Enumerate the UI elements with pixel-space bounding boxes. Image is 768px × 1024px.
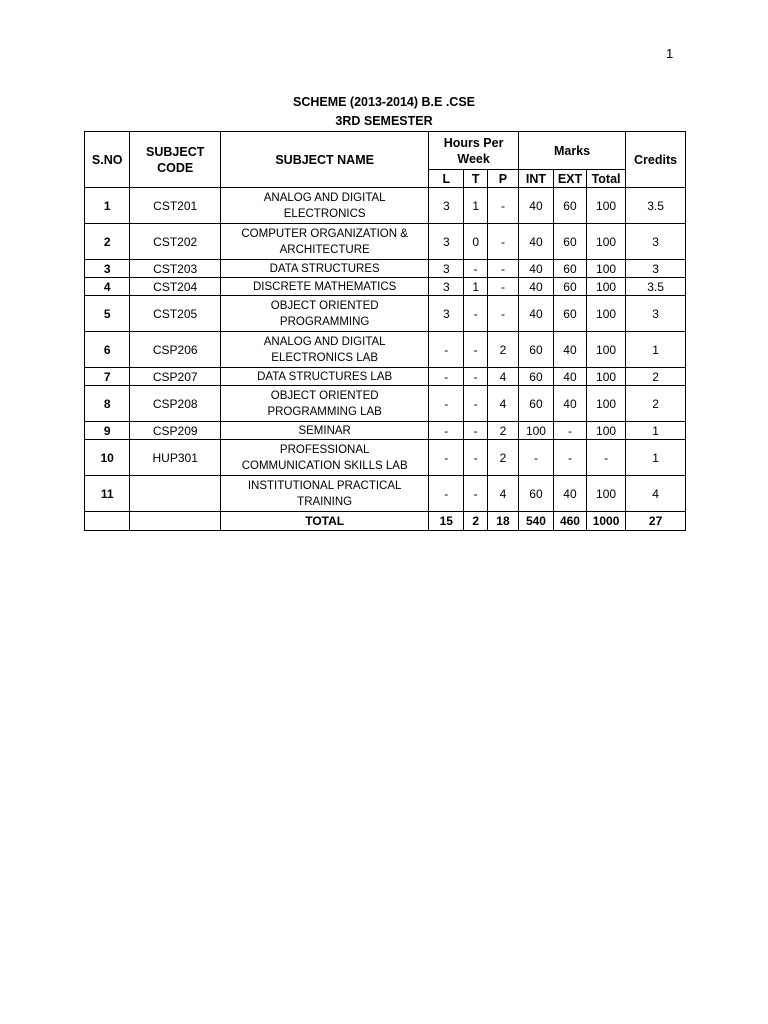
document-title: SCHEME (2013-2014) B.E .CSE: [292, 95, 475, 109]
total-sno-cell: [85, 512, 130, 531]
total-marks-cell: 100: [586, 368, 625, 386]
external-marks-cell: 40: [553, 332, 586, 368]
subject-name-line: SEMINAR: [298, 424, 351, 437]
total-marks-cell: 100: [586, 260, 625, 278]
credits-cell: 3.5: [626, 188, 686, 224]
practical-hours-cell: -: [488, 224, 519, 260]
subject-name-cell: [221, 332, 429, 368]
sno-cell: 1: [85, 188, 130, 224]
credits-cell: 1: [626, 422, 686, 440]
subject-code-cell: CSP208: [130, 386, 221, 422]
credits-cell: 3.5: [626, 278, 686, 296]
table-row: [85, 260, 686, 278]
header-l: L: [429, 170, 464, 188]
subject-name-line: ANALOG AND DIGITAL: [263, 335, 386, 348]
table-row: [85, 476, 686, 512]
internal-marks-cell: 40: [518, 296, 553, 332]
subject-name-line: TRAINING: [297, 495, 353, 508]
subject-name-line: PROFESSIONAL: [279, 443, 370, 456]
external-marks-cell: 40: [553, 476, 586, 512]
sno-cell: 9: [85, 422, 130, 440]
subject-name-cell: [221, 476, 429, 512]
total-marks-cell: 100: [586, 296, 625, 332]
subject-name-cell: [221, 278, 429, 296]
internal-marks-cell: 100: [518, 422, 553, 440]
tutorial-hours-cell: -: [464, 476, 488, 512]
subject-name-cell: [221, 188, 429, 224]
subject-name-line: COMPUTER ORGANIZATION &: [241, 227, 408, 240]
practical-hours-cell: 2: [488, 440, 519, 476]
subject-name-line: ANALOG AND DIGITAL: [263, 191, 386, 204]
sno-cell: 6: [85, 332, 130, 368]
header-p: P: [488, 170, 519, 188]
credits-cell: 2: [626, 386, 686, 422]
table-row: [85, 368, 686, 386]
sno-cell: 3: [85, 260, 130, 278]
table-row: [85, 422, 686, 440]
total-marks-cell: 100: [586, 332, 625, 368]
subject-code-cell: CSP209: [130, 422, 221, 440]
total-marks-cell: 100: [586, 278, 625, 296]
total-int: 540: [518, 512, 553, 531]
subject-code-cell: CSP207: [130, 368, 221, 386]
scheme-table: [84, 131, 686, 531]
external-marks-cell: 40: [553, 368, 586, 386]
table-row: [85, 224, 686, 260]
sno-cell: 4: [85, 278, 130, 296]
external-marks-cell: -: [553, 422, 586, 440]
lecture-hours-cell: -: [429, 440, 464, 476]
header-credits: Credits: [626, 132, 686, 188]
total-t: 2: [464, 512, 488, 531]
subject-name-line: DATA STRUCTURES: [269, 262, 380, 275]
lecture-hours-cell: -: [429, 422, 464, 440]
total-marks-cell: -: [586, 440, 625, 476]
total-marks-cell: 100: [586, 422, 625, 440]
subject-name-cell: [221, 224, 429, 260]
total-row: [85, 512, 686, 531]
subject-code-cell: CST202: [130, 224, 221, 260]
internal-marks-cell: 40: [518, 188, 553, 224]
subject-name-line: DISCRETE MATHEMATICS: [252, 280, 397, 293]
internal-marks-cell: 40: [518, 260, 553, 278]
internal-marks-cell: 60: [518, 332, 553, 368]
credits-cell: 3: [626, 260, 686, 278]
subject-code-cell: [130, 476, 221, 512]
credits-cell: 1: [626, 440, 686, 476]
header-hours-per-week: Hours Per Week: [429, 132, 519, 170]
header-total: Total: [586, 170, 625, 188]
lecture-hours-cell: -: [429, 332, 464, 368]
subject-code-cell: CST204: [130, 278, 221, 296]
subject-name-line: ELECTRONICS: [283, 207, 366, 220]
total-marks-cell: 100: [586, 386, 625, 422]
practical-hours-cell: -: [488, 260, 519, 278]
total-marks-cell: 100: [586, 476, 625, 512]
practical-hours-cell: 4: [488, 476, 519, 512]
total-marks-cell: 100: [586, 188, 625, 224]
subject-code-cell: HUP301: [130, 440, 221, 476]
lecture-hours-cell: 3: [429, 188, 464, 224]
internal-marks-cell: 60: [518, 476, 553, 512]
credits-cell: 3: [626, 224, 686, 260]
external-marks-cell: -: [553, 440, 586, 476]
lecture-hours-cell: -: [429, 368, 464, 386]
practical-hours-cell: 4: [488, 368, 519, 386]
header-marks: Marks: [518, 132, 625, 170]
tutorial-hours-cell: -: [464, 296, 488, 332]
lecture-hours-cell: 3: [429, 224, 464, 260]
tutorial-hours-cell: 1: [464, 188, 488, 224]
table-row: [85, 386, 686, 422]
subject-name-line: OBJECT ORIENTED: [270, 389, 379, 402]
subject-code-cell: CST201: [130, 188, 221, 224]
header-int: INT: [518, 170, 553, 188]
practical-hours-cell: 4: [488, 386, 519, 422]
external-marks-cell: 60: [553, 278, 586, 296]
external-marks-cell: 60: [553, 296, 586, 332]
practical-hours-cell: -: [488, 278, 519, 296]
credits-cell: 3: [626, 296, 686, 332]
scheme-body: [85, 188, 686, 512]
internal-marks-cell: 60: [518, 368, 553, 386]
subject-name-line: OBJECT ORIENTED: [270, 299, 379, 312]
subject-code-cell: CST205: [130, 296, 221, 332]
total-label: TOTAL: [221, 512, 429, 531]
subject-name-line: PROGRAMMING LAB: [267, 405, 382, 418]
subject-name-line: INSTITUTIONAL PRACTICAL: [247, 479, 402, 492]
total-ext: 460: [553, 512, 586, 531]
tutorial-hours-cell: -: [464, 368, 488, 386]
subject-name-cell: [221, 368, 429, 386]
practical-hours-cell: 2: [488, 422, 519, 440]
lecture-hours-cell: 3: [429, 260, 464, 278]
credits-cell: 1: [626, 332, 686, 368]
subject-name-line: COMMUNICATION SKILLS LAB: [241, 459, 408, 472]
sno-cell: 10: [85, 440, 130, 476]
external-marks-cell: 40: [553, 386, 586, 422]
lecture-hours-cell: 3: [429, 278, 464, 296]
lecture-hours-cell: -: [429, 476, 464, 512]
table-row: [85, 188, 686, 224]
tutorial-hours-cell: -: [464, 440, 488, 476]
subject-name-line: ARCHITECTURE: [279, 243, 370, 256]
header-ext: EXT: [553, 170, 586, 188]
sno-cell: 5: [85, 296, 130, 332]
table-row: [85, 332, 686, 368]
subject-name-cell: [221, 422, 429, 440]
total-p: 18: [488, 512, 519, 531]
external-marks-cell: 60: [553, 188, 586, 224]
table-row: [85, 278, 686, 296]
practical-hours-cell: -: [488, 296, 519, 332]
total-code-cell: [130, 512, 221, 531]
tutorial-hours-cell: 0: [464, 224, 488, 260]
sno-cell: 7: [85, 368, 130, 386]
header-subject-name: SUBJECT NAME: [221, 132, 429, 188]
tutorial-hours-cell: -: [464, 386, 488, 422]
subject-name-cell: [221, 386, 429, 422]
subject-name-line: PROGRAMMING: [279, 315, 370, 328]
tutorial-hours-cell: 1: [464, 278, 488, 296]
subject-name-cell: [221, 260, 429, 278]
total-l: 15: [429, 512, 464, 531]
internal-marks-cell: 40: [518, 224, 553, 260]
sno-cell: 11: [85, 476, 130, 512]
sno-cell: 2: [85, 224, 130, 260]
table-row: [85, 440, 686, 476]
tutorial-hours-cell: -: [464, 422, 488, 440]
subject-name-line: DATA STRUCTURES LAB: [257, 370, 393, 383]
sno-cell: 8: [85, 386, 130, 422]
header-sno: S.NO: [85, 132, 130, 188]
subject-name-line: ELECTRONICS LAB: [271, 351, 379, 364]
external-marks-cell: 60: [553, 224, 586, 260]
total-credits: 27: [626, 512, 686, 531]
internal-marks-cell: 60: [518, 386, 553, 422]
credits-cell: 4: [626, 476, 686, 512]
lecture-hours-cell: 3: [429, 296, 464, 332]
subject-code-cell: CST203: [130, 260, 221, 278]
internal-marks-cell: -: [518, 440, 553, 476]
subject-name-cell: [221, 296, 429, 332]
header-subject-code: SUBJECT CODE: [130, 132, 221, 188]
subject-name-cell: [221, 440, 429, 476]
credits-cell: 2: [626, 368, 686, 386]
semester-title: 3RD SEMESTER: [335, 114, 433, 128]
external-marks-cell: 60: [553, 260, 586, 278]
total-marks: 1000: [586, 512, 625, 531]
page-number: 1: [666, 46, 674, 61]
total-marks-cell: 100: [586, 224, 625, 260]
subject-code-cell: CSP206: [130, 332, 221, 368]
practical-hours-cell: -: [488, 188, 519, 224]
practical-hours-cell: 2: [488, 332, 519, 368]
tutorial-hours-cell: -: [464, 332, 488, 368]
header-row: [85, 132, 686, 170]
table-row: [85, 296, 686, 332]
header-t: T: [464, 170, 488, 188]
lecture-hours-cell: -: [429, 386, 464, 422]
internal-marks-cell: 40: [518, 278, 553, 296]
tutorial-hours-cell: -: [464, 260, 488, 278]
